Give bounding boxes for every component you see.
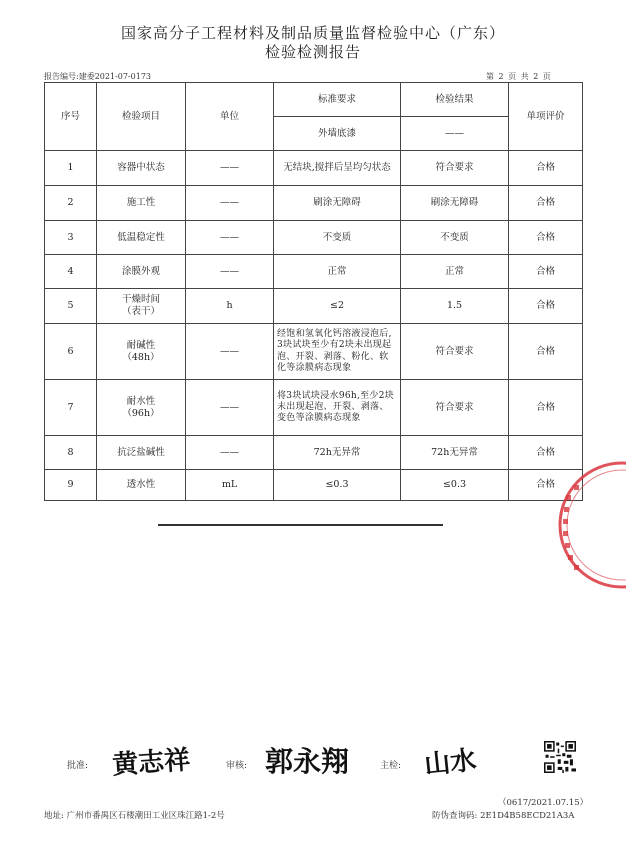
cell-unit: —— — [186, 436, 274, 470]
cell-item: 涂膜外观 — [97, 255, 186, 289]
cell-standard: ≤0.3 — [274, 470, 401, 501]
approve-label: 批准: — [67, 761, 89, 771]
report-org-title: 国家高分子工程材料及制品质量监督检验中心（广东） — [120, 24, 505, 42]
cell-result: ≤0.3 — [401, 470, 509, 501]
table-row — [45, 470, 583, 501]
cell-eval: 合格 — [509, 151, 583, 186]
cell-result: 正常 — [401, 255, 509, 289]
cell-item: 耐碱性 （48h） — [97, 324, 186, 380]
cell-standard: ≤2 — [274, 289, 401, 324]
cell-seq: 2 — [45, 186, 97, 221]
cell-seq: 8 — [45, 436, 97, 470]
cell-item: 容器中状态 — [97, 151, 186, 186]
cell-standard: 正常 — [274, 255, 401, 289]
col-header-standard: 标准要求 — [274, 83, 401, 117]
table-row — [45, 380, 583, 436]
cell-unit: —— — [186, 151, 274, 186]
col-header-seq: 序号 — [45, 83, 97, 151]
cell-seq: 6 — [45, 324, 97, 380]
cell-item: 透水性 — [97, 470, 186, 501]
cell-standard: 不变质 — [274, 221, 401, 255]
approve-signature: 黄志祥 — [111, 745, 192, 781]
cell-result: 刷涂无障碍 — [401, 186, 509, 221]
cell-item: 施工性 — [97, 186, 186, 221]
address: 地址: 广州市番禺区石楼潮田工业区珠江路1-2号 — [44, 811, 225, 821]
end-line — [158, 524, 443, 526]
table-row — [45, 186, 583, 221]
cell-unit: mL — [186, 470, 274, 501]
col-header-eval: 单项评价 — [509, 83, 583, 151]
cell-standard: 刷涂无障碍 — [274, 186, 401, 221]
table-row — [45, 324, 583, 380]
cell-eval: 合格 — [509, 186, 583, 221]
subheader-standard: 外墙底漆 — [274, 117, 401, 151]
inspect-label: 主检: — [380, 761, 402, 771]
table-row — [45, 255, 583, 289]
cell-seq: 7 — [45, 380, 97, 436]
table-row — [45, 151, 583, 186]
cell-seq: 5 — [45, 289, 97, 324]
report-title: 检验检测报告 — [264, 43, 361, 61]
cell-result: 符合要求 — [401, 151, 509, 186]
cell-unit: —— — [186, 221, 274, 255]
cell-seq: 4 — [45, 255, 97, 289]
cell-result: 72h无异常 — [401, 436, 509, 470]
cell-item: 干燥时间 （表干） — [97, 289, 186, 324]
cell-eval: 合格 — [509, 436, 583, 470]
cell-item: 耐水性 （96h） — [97, 380, 186, 436]
cell-unit: —— — [186, 380, 274, 436]
cell-eval: 合格 — [509, 470, 583, 501]
test-results-table — [44, 82, 583, 501]
cell-eval: 合格 — [509, 324, 583, 380]
cell-item: 低温稳定性 — [97, 221, 186, 255]
qr-code-icon — [544, 741, 576, 773]
anti-fake-code: 防伪查询码: 2E1D4B58ECD21A3A — [432, 811, 575, 821]
cell-seq: 1 — [45, 151, 97, 186]
cell-eval: 合格 — [509, 380, 583, 436]
cell-unit: h — [186, 289, 274, 324]
cell-eval: 合格 — [509, 221, 583, 255]
col-header-unit: 单位 — [186, 83, 274, 151]
cell-standard: 将3块试块浸水96h,至少2块未出现起泡、开裂、剥落、变色等涂膜病态现象 — [274, 380, 401, 436]
cell-result: 1.5 — [401, 289, 509, 324]
cell-eval: 合格 — [509, 289, 583, 324]
col-header-result: 检验结果 — [401, 83, 509, 117]
report-number: 报告编号:建委2021-07-0173 — [44, 72, 151, 81]
table-row — [45, 289, 583, 324]
review-signature: 郭永翔 — [265, 745, 350, 778]
cell-result: 符合要求 — [401, 324, 509, 380]
inspect-signature: 山水 — [422, 745, 478, 781]
table-row — [45, 436, 583, 470]
cell-unit: —— — [186, 324, 274, 380]
official-seal-icon — [552, 455, 626, 595]
cell-seq: 3 — [45, 221, 97, 255]
cell-standard: 经饱和氢氧化钙溶液浸泡后, 3块试块至少有2块未出现起泡、开裂、剥落、粉化、软化等涂膜病态现象 — [274, 324, 401, 380]
doc-version: （0617/2021.07.15） — [498, 798, 589, 808]
cell-result: 不变质 — [401, 221, 509, 255]
review-label: 审核: — [226, 761, 248, 771]
table-row — [45, 221, 583, 255]
cell-unit: —— — [186, 186, 274, 221]
cell-result: 符合要求 — [401, 380, 509, 436]
col-header-item: 检验项目 — [97, 83, 186, 151]
page-info: 第 2 页 共 2 页 — [486, 72, 552, 81]
subheader-result: —— — [401, 117, 509, 151]
cell-item: 抗泛盐碱性 — [97, 436, 186, 470]
cell-seq: 9 — [45, 470, 97, 501]
cell-standard: 72h无异常 — [274, 436, 401, 470]
cell-eval: 合格 — [509, 255, 583, 289]
cell-unit: —— — [186, 255, 274, 289]
cell-standard: 无结块,搅拌后呈均匀状态 — [274, 151, 401, 186]
